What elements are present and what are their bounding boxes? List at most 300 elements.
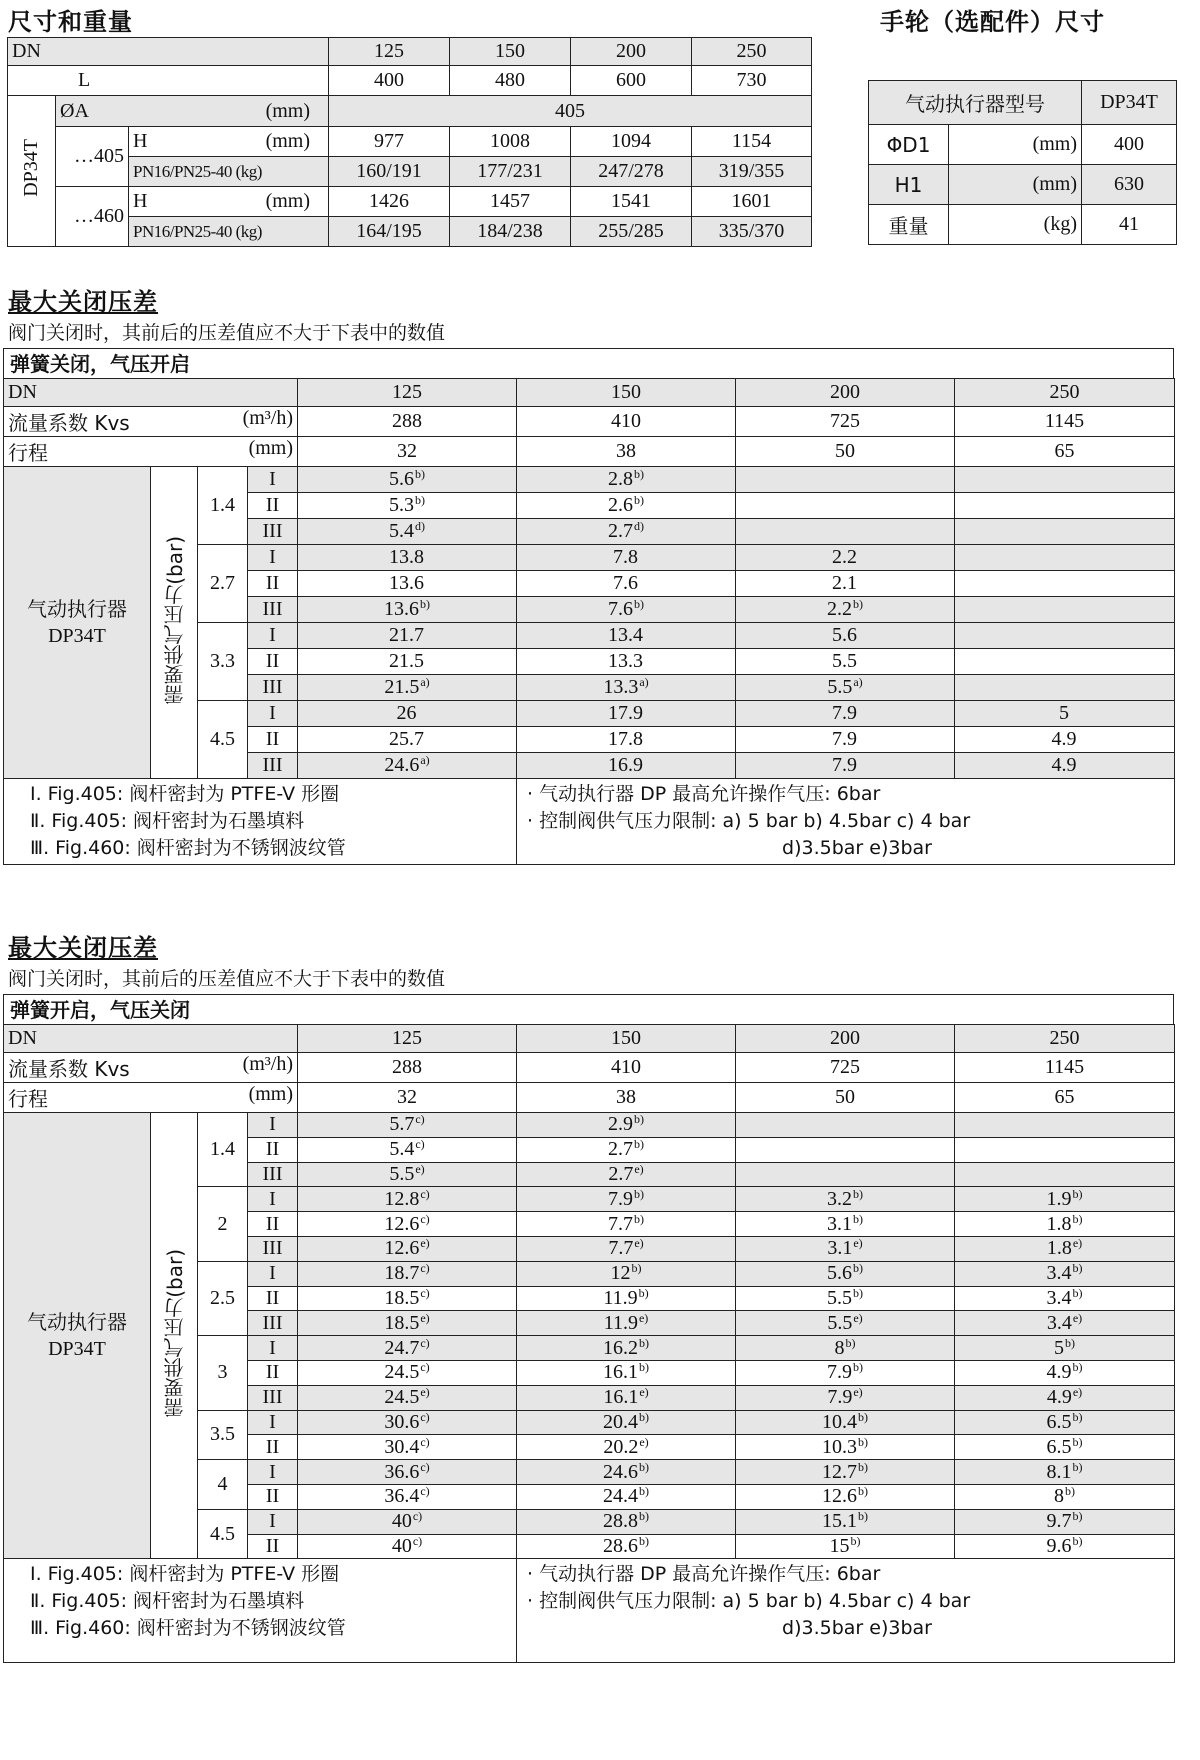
- cell-value: 12: [610, 1262, 631, 1285]
- cell-footnote: c): [420, 1410, 430, 1424]
- cell-value: 5.4: [389, 1138, 415, 1161]
- pressure-cell: [298, 1236, 517, 1261]
- cell-footnote: a): [853, 675, 863, 689]
- cell-footnote: c): [420, 1286, 430, 1300]
- cell-footnote: b): [415, 467, 426, 481]
- dims-h-value: 1008: [450, 127, 571, 157]
- pressure-cell: [298, 1484, 517, 1509]
- section-title: 最大关闭压差: [8, 288, 158, 316]
- dims-table: [7, 37, 812, 247]
- pressure-note: · 控制阀供气压力限制: a) 5 bar b) 4.5bar c) 4 bar: [527, 1590, 971, 1613]
- seal-note: Ⅱ. Fig.405: 阀杆密封为石墨填料: [30, 810, 305, 832]
- seal-note: Ⅰ. Fig.405: 阀杆密封为 PTFE-V 形圈: [30, 1563, 340, 1586]
- seal-type: I: [248, 1187, 298, 1212]
- dims-l-value: 600: [571, 66, 692, 96]
- cell-value: 9.6: [1046, 1534, 1072, 1557]
- pressure-value: 1.4: [198, 467, 248, 545]
- cell-value: 13.4: [608, 624, 644, 646]
- seal-type: I: [248, 623, 298, 649]
- seal-type: II: [248, 1212, 298, 1237]
- cell-value: 6.5: [1046, 1410, 1072, 1433]
- pressure-cell: [955, 1534, 1175, 1559]
- seal-type: II: [248, 1286, 298, 1311]
- pressure-cell: [955, 1137, 1175, 1162]
- pressure-cell: [298, 1435, 517, 1460]
- pressure-value: 3.3: [198, 623, 248, 701]
- pressure-cell: [517, 675, 736, 701]
- pressure-cell: [298, 597, 517, 623]
- cell-value: 2.2: [827, 598, 853, 620]
- cell-value: 11.9: [603, 1286, 638, 1309]
- cell-footnote: b): [1072, 1509, 1083, 1524]
- stroke-value: 32: [298, 437, 517, 467]
- cell-footnote: b): [1072, 1211, 1083, 1226]
- cell-value: 17.8: [608, 728, 644, 750]
- pressure-cell: [517, 649, 736, 675]
- cell-footnote: b): [634, 1137, 645, 1152]
- cell-value: 28.6: [603, 1534, 639, 1557]
- pressure-cell: [298, 519, 517, 545]
- cell-footnote: b): [1072, 1286, 1083, 1300]
- cell-value: 8: [1054, 1485, 1065, 1508]
- stroke-value: 38: [517, 1083, 736, 1113]
- pressure-axis-label: 需要供气压力(bar): [162, 1248, 187, 1418]
- pressure-cell: [517, 545, 736, 571]
- section-title: 最大关闭压差: [8, 934, 158, 962]
- cell-footnote: e): [638, 1310, 649, 1325]
- seal-type: II: [248, 1137, 298, 1162]
- stroke-label: 行程: [8, 441, 48, 465]
- cell-footnote: a): [420, 753, 430, 767]
- kvs-value: 410: [517, 407, 736, 437]
- pressure-cell: [517, 1435, 736, 1460]
- pressure-cell: [298, 1286, 517, 1311]
- dims-dn-label: DN: [8, 38, 329, 66]
- stroke-value: 50: [736, 437, 955, 467]
- pressure-cell: [955, 1311, 1175, 1336]
- pressure-cell: [955, 1187, 1175, 1212]
- cell-value: 4.9: [1046, 1361, 1072, 1384]
- cell-footnote: b): [853, 1286, 864, 1300]
- seal-note: Ⅲ. Fig.460: 阀杆密封为不锈钢波纹管: [30, 1617, 346, 1640]
- pressure-cell: [517, 1311, 736, 1336]
- pressure-value: 3.5: [198, 1410, 248, 1460]
- pressure-cell: [736, 493, 955, 519]
- cell-value: 30.6: [384, 1410, 420, 1433]
- pressure-axis-label: 需要供气压力(bar): [162, 535, 187, 705]
- pressure-cell: [736, 1162, 955, 1187]
- pressure-value: 4.5: [198, 701, 248, 779]
- cell-value: 3.1: [827, 1237, 853, 1260]
- seal-type: I: [248, 1336, 298, 1361]
- cell-value: 24.6: [384, 754, 420, 776]
- cell-footnote: e): [420, 1385, 430, 1400]
- cell-footnote: b): [1072, 1186, 1083, 1201]
- pressure-cell: [736, 675, 955, 701]
- kvs-value: 1145: [955, 407, 1175, 437]
- cell-footnote: b): [631, 1261, 642, 1276]
- cell-footnote: b): [850, 1534, 861, 1548]
- kvs-value: 1145: [955, 1053, 1175, 1083]
- cell-value: 20.2: [603, 1435, 639, 1458]
- cell-value: 5.6: [827, 1262, 853, 1285]
- cell-value: 5.7: [389, 1113, 415, 1136]
- pressure-cell: [298, 1162, 517, 1187]
- pressure-cell: [955, 1336, 1175, 1361]
- cell-footnote: b): [639, 1509, 650, 1524]
- pressure-cell: [517, 1385, 736, 1410]
- cell-value: 3.4: [1046, 1311, 1072, 1334]
- dims-h-label: H: [133, 190, 148, 212]
- cell-footnote: b): [638, 1286, 649, 1300]
- actuator-label: 气动执行器: [27, 1310, 127, 1335]
- cell-value: 30.4: [384, 1435, 420, 1458]
- cell-footnote: b): [1072, 1261, 1083, 1276]
- cell-value: 2.7: [608, 1162, 634, 1185]
- cell-value: 5.6: [389, 468, 415, 490]
- cell-value: 7.9: [608, 1187, 634, 1210]
- pressure-value: 2.5: [198, 1261, 248, 1335]
- kvs-unit: (m³/h): [242, 1053, 294, 1075]
- seal-type: III: [248, 519, 298, 545]
- kvs-value: 725: [736, 407, 955, 437]
- dn-value: 150: [517, 379, 736, 407]
- seal-type: III: [248, 1385, 298, 1410]
- cell-footnote: b): [858, 1484, 869, 1499]
- dn-value: 125: [298, 1025, 517, 1053]
- dims-l-value: 730: [692, 66, 812, 96]
- cell-value: 5.5: [827, 1311, 853, 1334]
- pressure-cell: [298, 1360, 517, 1385]
- seal-note: Ⅲ. Fig.460: 阀杆密封为不锈钢波纹管: [30, 837, 346, 859]
- handwheel-row-unit: (kg): [949, 205, 1082, 245]
- dn-value: 250: [955, 379, 1175, 407]
- cell-value: 2.8: [608, 468, 634, 490]
- cell-value: 26: [396, 702, 417, 724]
- pressure-value: 4.5: [198, 1509, 248, 1559]
- seal-type: I: [248, 701, 298, 727]
- cell-value: 2.7: [608, 1138, 634, 1161]
- pressure-cell: [736, 1286, 955, 1311]
- stroke-value: 65: [955, 437, 1175, 467]
- pressure-note: d)3.5bar e)3bar: [782, 1617, 932, 1640]
- cell-footnote: c): [420, 1335, 430, 1350]
- dims-h-value: 1094: [571, 127, 692, 157]
- seal-type: I: [248, 1460, 298, 1485]
- actuator-model: DP34T: [48, 625, 106, 647]
- pressure-cell: [298, 623, 517, 649]
- cell-value: 11.9: [603, 1311, 638, 1334]
- cell-value: 5.4: [389, 520, 415, 542]
- pressure-cell: [517, 493, 736, 519]
- dims-weight-value: 164/195: [329, 217, 450, 247]
- cell-footnote: c): [412, 1509, 423, 1524]
- pressure-note: · 控制阀供气压力限制: a) 5 bar b) 4.5bar c) 4 bar: [527, 810, 971, 832]
- cell-value: 13.3: [608, 650, 644, 672]
- seal-type: III: [248, 675, 298, 701]
- pressure-cell: [298, 1460, 517, 1485]
- pressure-cell: [736, 701, 955, 727]
- cell-value: 4.9: [1051, 754, 1077, 776]
- cell-value: 21.5: [389, 650, 425, 672]
- pressure-cell: [736, 1137, 955, 1162]
- pressure-cell: [736, 597, 955, 623]
- pressure-cell: [736, 1236, 955, 1261]
- dims-h-label: H: [133, 130, 148, 152]
- cell-value: 25.7: [389, 728, 425, 750]
- cell-value: 2.6: [608, 494, 634, 516]
- dims-oa-unit: (mm): [265, 99, 310, 122]
- pressure-cell: [298, 1261, 517, 1286]
- cell-value: 24.5: [384, 1361, 420, 1384]
- cell-footnote: c): [420, 1434, 430, 1449]
- pressure-cell: [736, 1336, 955, 1361]
- cell-value: 40: [391, 1510, 412, 1533]
- seal-type: III: [248, 1311, 298, 1336]
- cell-footnote: b): [420, 597, 431, 611]
- pressure-cell: [517, 1410, 736, 1435]
- pressure-cell: [736, 1261, 955, 1286]
- pressure-cell: [298, 1212, 517, 1237]
- seal-type: II: [248, 1534, 298, 1559]
- cell-footnote: c): [420, 1360, 430, 1375]
- pressure-cell: [517, 1212, 736, 1237]
- pressure-cell: [955, 675, 1175, 701]
- handwheel-row-label: 重量: [869, 205, 949, 245]
- cell-value: 13.8: [389, 546, 425, 568]
- pressure-cell: [955, 1484, 1175, 1509]
- pressure-cell: [955, 467, 1175, 493]
- handwheel-row-value: 41: [1082, 205, 1177, 245]
- kvs-unit: (m³/h): [242, 407, 294, 429]
- cell-value: 15.1: [822, 1510, 858, 1533]
- cell-value: 7.9: [832, 702, 858, 724]
- pressure-cell: [955, 753, 1175, 779]
- handwheel-row-unit: (mm): [949, 165, 1082, 205]
- seal-type: I: [248, 1509, 298, 1534]
- dims-weight-label: PN16/PN25-40 (kg): [129, 157, 329, 187]
- seal-type: I: [248, 1261, 298, 1286]
- pressure-cell: [736, 1360, 955, 1385]
- pressure-note: d)3.5bar e)3bar: [782, 837, 932, 859]
- cell-footnote: a): [420, 675, 430, 689]
- pressure-cell: [736, 753, 955, 779]
- pressure-cell: [736, 1509, 955, 1534]
- seal-type: I: [248, 1410, 298, 1435]
- pressure-cell: [517, 1113, 736, 1138]
- cell-value: 7.6: [613, 572, 639, 594]
- dims-group-tag: …460: [56, 187, 129, 247]
- cell-footnote: c): [420, 1261, 430, 1276]
- cell-footnote: b): [639, 1484, 650, 1499]
- pressure-cell: [517, 1286, 736, 1311]
- cell-footnote: d): [415, 519, 426, 533]
- cell-value: 1.8: [1046, 1212, 1072, 1235]
- cell-footnote: b): [634, 1211, 645, 1226]
- pressure-cell: [517, 623, 736, 649]
- dn-value: 200: [736, 379, 955, 407]
- section-mode: 弹簧开启，气压关闭: [3, 994, 1174, 1024]
- pressure-cell: [298, 701, 517, 727]
- pressure-cell: [955, 1261, 1175, 1286]
- cell-value: 12.8: [384, 1187, 420, 1210]
- pressure-cell: [736, 519, 955, 545]
- cell-value: 7.6: [608, 598, 634, 620]
- cell-value: 5.5: [827, 676, 853, 698]
- seal-type: II: [248, 571, 298, 597]
- cell-value: 21.5: [384, 676, 420, 698]
- section-mode: 弹簧关闭，气压开启: [3, 348, 1174, 378]
- cell-value: 8.1: [1046, 1460, 1072, 1483]
- pressure-cell: [517, 1261, 736, 1286]
- pressure-cell: [955, 623, 1175, 649]
- pressure-cell: [955, 1162, 1175, 1187]
- pressure-cell: [517, 571, 736, 597]
- pressure-cell: [955, 1286, 1175, 1311]
- pressure-cell: [298, 493, 517, 519]
- cell-value: 7.7: [608, 1237, 634, 1260]
- cell-footnote: b): [853, 597, 864, 611]
- seal-type: III: [248, 597, 298, 623]
- cell-value: 3.4: [1046, 1286, 1072, 1309]
- kvs-value: 410: [517, 1053, 736, 1083]
- cell-value: 9.7: [1046, 1510, 1072, 1533]
- cell-footnote: b): [1072, 1459, 1083, 1474]
- cell-footnote: c): [415, 1112, 425, 1127]
- dims-h-value: 1541: [571, 187, 692, 217]
- cell-footnote: b): [634, 597, 645, 611]
- kvs-value: 725: [736, 1053, 955, 1083]
- cell-value: 2.7: [608, 520, 634, 542]
- cell-footnote: b): [639, 1360, 650, 1375]
- seal-type: II: [248, 649, 298, 675]
- cell-value: 5.5: [832, 650, 858, 672]
- cell-value: 2.1: [832, 572, 858, 594]
- cell-value: 2.2: [832, 546, 858, 568]
- cell-footnote: e): [853, 1310, 863, 1325]
- dims-h-unit: (mm): [265, 190, 310, 212]
- handwheel-row-value: 630: [1082, 165, 1177, 205]
- cell-footnote: e): [420, 1236, 430, 1251]
- pressure-cell: [736, 1212, 955, 1237]
- cell-value: 3.4: [1046, 1262, 1072, 1285]
- cell-value: 1.9: [1046, 1187, 1072, 1210]
- cell-footnote: d): [634, 519, 645, 533]
- pressure-cell: [736, 649, 955, 675]
- cell-value: 5.5: [389, 1162, 415, 1185]
- cell-footnote: b): [1065, 1484, 1076, 1499]
- pressure-cell: [298, 1187, 517, 1212]
- section-subtitle: 阀门关闭时，其前后的压差值应不大于下表中的数值: [8, 968, 446, 990]
- cell-value: 5.6: [832, 624, 858, 646]
- cell-footnote: a): [639, 675, 649, 689]
- pressure-cell: [517, 701, 736, 727]
- pressure-cell: [298, 727, 517, 753]
- cell-footnote: b): [858, 1410, 869, 1424]
- pressure-cell: [298, 753, 517, 779]
- pressure-cell: [298, 649, 517, 675]
- pressure-cell: [298, 1410, 517, 1435]
- cell-value: 7.9: [827, 1386, 853, 1409]
- pressure-cell: [736, 545, 955, 571]
- pressure-cell: [298, 1336, 517, 1361]
- handwheel-header-value: DP34T: [1082, 81, 1177, 125]
- pressure-value: 1.4: [198, 1113, 248, 1187]
- cell-value: 5: [1059, 702, 1070, 724]
- cell-footnote: e): [634, 1162, 644, 1176]
- cell-value: 12.6: [822, 1485, 858, 1508]
- stroke-value: 32: [298, 1083, 517, 1113]
- cell-value: 4.9: [1051, 728, 1077, 750]
- dims-l-value: 400: [329, 66, 450, 96]
- cell-value: 6.5: [1046, 1435, 1072, 1458]
- cell-footnote: b): [639, 1335, 650, 1350]
- pressure-cell: [955, 701, 1175, 727]
- pressure-cell: [517, 467, 736, 493]
- pressure-cell: [955, 1410, 1175, 1435]
- handwheel-title: 手轮（选配件）尺寸: [880, 8, 1105, 36]
- cell-value: 20.4: [603, 1410, 639, 1433]
- stroke-unit: (mm): [248, 1083, 294, 1105]
- pressure-cell: [955, 727, 1175, 753]
- cell-value: 5.3: [389, 494, 415, 516]
- pressure-cell: [736, 1311, 955, 1336]
- pressure-cell: [955, 1385, 1175, 1410]
- pressure-cell: [955, 493, 1175, 519]
- cell-value: 3.2: [827, 1187, 853, 1210]
- pressure-cell: [298, 1311, 517, 1336]
- cell-footnote: b): [634, 493, 645, 507]
- pressure-cell: [955, 1360, 1175, 1385]
- dn-value: 200: [736, 1025, 955, 1053]
- dims-weight-value: 255/285: [571, 217, 692, 247]
- pressure-cell: [736, 1113, 955, 1138]
- pressure-table-spring-close: [3, 378, 1175, 865]
- cell-value: 24.6: [603, 1460, 639, 1483]
- dims-dn-value: 125: [329, 38, 450, 66]
- dims-oa-value: 405: [329, 96, 812, 127]
- handwheel-header-label: 气动执行器型号: [869, 81, 1082, 125]
- dims-title: 尺寸和重量: [8, 8, 133, 36]
- dims-h-value: 977: [329, 127, 450, 157]
- pressure-cell: [298, 1113, 517, 1138]
- kvs-label: 流量系数 Kvs: [8, 411, 130, 435]
- cell-value: 1.8: [1046, 1237, 1072, 1260]
- cell-value: 7.9: [832, 728, 858, 750]
- seal-type: I: [248, 467, 298, 493]
- pressure-cell: [517, 597, 736, 623]
- pressure-cell: [517, 1236, 736, 1261]
- cell-value: 3.1: [827, 1212, 853, 1235]
- dims-l-value: 480: [450, 66, 571, 96]
- cell-value: 24.7: [384, 1336, 420, 1359]
- seal-type: III: [248, 753, 298, 779]
- pressure-value: 3: [198, 1336, 248, 1410]
- cell-footnote: b): [634, 1112, 645, 1127]
- cell-footnote: c): [420, 1459, 430, 1474]
- cell-footnote: b): [639, 1410, 650, 1424]
- cell-value: 10.4: [822, 1410, 858, 1433]
- cell-value: 40: [391, 1534, 412, 1557]
- cell-footnote: b): [858, 1459, 869, 1474]
- cell-value: 18.5: [384, 1286, 420, 1309]
- stroke-value: 65: [955, 1083, 1175, 1113]
- stroke-value: 50: [736, 1083, 955, 1113]
- cell-value: 4.9: [1046, 1386, 1072, 1409]
- cell-value: 5: [1054, 1336, 1065, 1359]
- kvs-label: 流量系数 Kvs: [8, 1057, 130, 1081]
- pressure-cell: [955, 649, 1175, 675]
